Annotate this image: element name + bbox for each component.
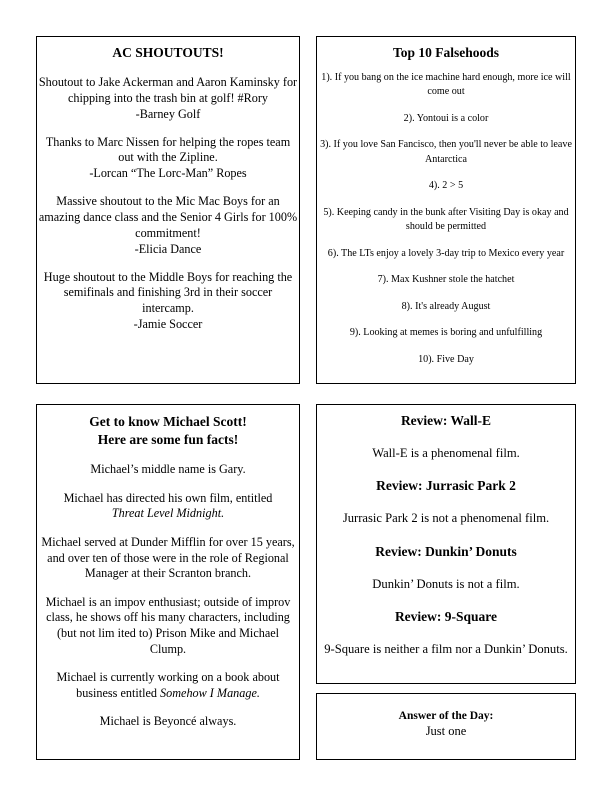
shoutout-text: Huge shoutout to the Middle Boys for reaching the semifinals and finishing 3rd in their soccer intercamp. [43, 269, 293, 316]
review-title: Review: Wall-E [400, 413, 492, 428]
shoutout-signature: -Elicia Dance [134, 241, 202, 256]
michael-fact: Michael served at Dunder Mifflin for over 15 years, and over ten of those were in the role of Regional Manager at their Scranton branch. [41, 534, 295, 581]
reviews-box [316, 404, 576, 684]
michael-fact [41, 491, 295, 522]
michael-film-title: Threat Level Midnight. [111, 506, 225, 521]
review-title: Review: 9-Square [394, 609, 498, 625]
review-text: Dunkin’ Donuts is not a film. [372, 576, 520, 591]
michael-title-line2: Here are some fun facts! [97, 431, 239, 447]
falsehood-item: 10). Five Day [418, 354, 474, 365]
answer-box [316, 693, 576, 760]
falsehood-item: 1). If you bang on the ice machine hard enough, more ice will come out [321, 72, 571, 98]
michael-fact-text: Michael is currently working on a book about business entitled [56, 670, 280, 700]
answer-text: Just one [425, 724, 467, 738]
falsehoods-title: Top 10 Falsehoods [392, 45, 500, 60]
michael-fact [41, 670, 295, 701]
review-text: Wall-E is a phenomenal film. [372, 446, 520, 460]
shoutouts-box [36, 36, 300, 384]
review-text: Jurrasic Park 2 is not a phenomenal film. [342, 511, 550, 526]
falsehood-item: 7). Max Kushner stole the hatchet [377, 274, 515, 286]
review-title: Review: Jurrasic Park 2 [376, 478, 516, 494]
review-title: Review: Dunkin’ Donuts [375, 543, 517, 559]
falsehood-item: 6). The LTs enjoy a lovely 3-day trip to Mexico every year [327, 247, 565, 259]
shoutout-text: Shoutout to Jake Ackerman and Aaron Kaminsky for chipping into the trash bin at golf! #Rory [38, 75, 298, 105]
michael-facts-box [36, 404, 300, 760]
review-text: 9-Square is neither a film nor a Dunkin’ Donuts. [324, 642, 568, 657]
falsehoods-box [316, 36, 576, 384]
answer-title: Answer of the Day: [398, 710, 494, 722]
falsehood-item: 5). Keeping candy in the bunk after Visiting Day is okay and should be permitted [323, 206, 569, 232]
michael-fact-text: Michael has directed his own film, entitled [63, 490, 273, 505]
falsehood-item: 8). It's already August [401, 300, 491, 312]
shoutout-signature: -Lorcan “The Lorc-Man” Ropes [89, 166, 247, 181]
shoutout-signature: -Jamie Soccer [133, 317, 203, 332]
michael-title-line1: Get to know Michael Scott! [89, 414, 247, 429]
shoutout-text: Thanks to Marc Nissen for helping the ropes team out with the Zipline. [45, 134, 291, 165]
shoutout-text: Massive shoutout to the Mic Mac Boys for an amazing dance class and the Senior 4 Girls for 100% commitment! [38, 194, 298, 240]
michael-fact: Michael is Beyoncé always. [99, 714, 237, 729]
falsehood-item: 9). Looking at memes is boring and unfulfilling [349, 327, 543, 339]
falsehood-item: 3). If you love San Fancisco, then you'll never be able to leave Antarctica [320, 139, 572, 165]
michael-title [37, 413, 299, 448]
shoutout-signature: -Barney Golf [135, 106, 201, 121]
michael-book-title: Somehow I Manage. [160, 685, 260, 700]
falsehood-item: 2). Yontoui is a color [403, 112, 489, 124]
shoutouts-title: AC SHOUTOUTS! [112, 45, 224, 60]
michael-fact: Michael is an impov enthusiast; outside of improv class, he shows off his many characters, including (but not lim ited to) Prison Mike and Michael Clump. [45, 594, 291, 656]
falsehood-item: 4). 2 > 5 [428, 180, 464, 192]
michael-fact: Michael’s middle name is Gary. [90, 462, 246, 477]
